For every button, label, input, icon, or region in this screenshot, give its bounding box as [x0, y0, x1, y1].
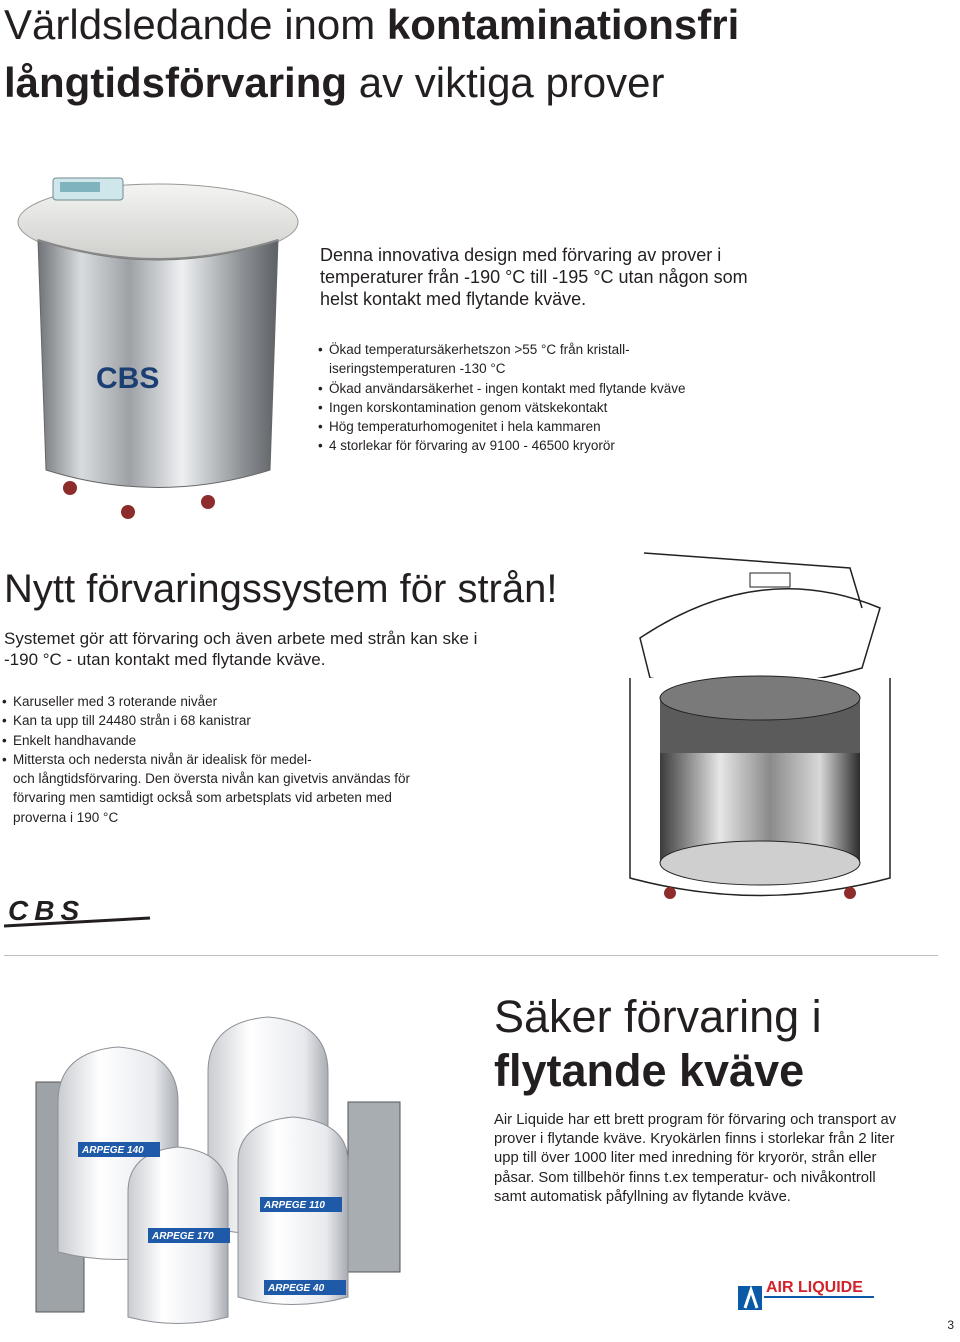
- intro-text: Denna innovativa design med förvaring av prover i temperaturer från -190 °C till -195 °C utan någon som helst kontakt med flytande kväve.: [320, 245, 748, 309]
- logo-text: AIR LIQUIDE: [766, 1279, 863, 1296]
- cbs-logo: [2, 892, 152, 932]
- air-liquide-logo: [736, 1268, 876, 1314]
- cbs-tank-image: [8, 170, 308, 525]
- container-label: ARPEGE 140: [82, 1145, 144, 1156]
- section-title: Nytt förvaringssystem för strån!: [4, 567, 558, 611]
- list-item-continuation: och långtidsförvaring. Den översta nivån kan givetvis användas för förvaring men samtidigt också som arbetsplats vid arbeten med proverna i 190 °C: [13, 771, 410, 825]
- list-item-continuation: iseringstemperaturen -130 °C: [329, 361, 506, 377]
- title-bold: långtidsförvaring: [4, 59, 348, 106]
- section-title: [494, 990, 822, 1098]
- feature-list: [318, 340, 778, 456]
- cbs-logo: CBS: [96, 362, 160, 395]
- list-item: • Enkelt handhavande: [2, 731, 442, 750]
- container-label: ARPEGE 40: [268, 1283, 325, 1294]
- list-item: • Hög temperaturhomogenitet i hela kammaren: [318, 417, 778, 436]
- page-title-line2: [4, 54, 665, 112]
- list-item: • Karuseller med 3 roterande nivåer: [2, 692, 442, 711]
- page-number: 3: [947, 1318, 954, 1332]
- list-item: • Ingen korskontamination genom vätskekontakt: [318, 398, 778, 417]
- container-label: ARPEGE 170: [152, 1231, 214, 1242]
- list-item: • 4 storlekar för förvaring av 9100 - 46500 kryorör: [318, 436, 778, 455]
- list-item: • Ökad temperatursäkerhetszon >55 °C från kristall-: [318, 340, 778, 359]
- feature-list: [2, 692, 442, 827]
- title-light: Världsledande inom: [4, 1, 387, 48]
- section-divider: [4, 955, 938, 956]
- title-bold: kontaminationsfri: [386, 1, 740, 48]
- page-title-line1: [4, 0, 739, 54]
- title-light: Säker förvaring i: [494, 991, 822, 1042]
- title-bold: flytande kväve: [494, 1045, 805, 1096]
- container-label: ARPEGE 110: [264, 1200, 325, 1211]
- body-text: Air Liquide har ett brett program för förvaring och transport av prover i flytande kväve. Kryokärlen finns i storlekar från 2 liter upp till över 1000 liter med inredning för kryorör, strån eller påsar. Som tillbehör finns t.ex temperatur- och nivåkontroll samt automatisk påfyllning av flytande kväve.: [494, 1112, 897, 1205]
- list-item: • Mittersta och nedersta nivån är idealisk för medel-: [2, 750, 442, 769]
- arpege-containers-image: [28, 1012, 408, 1337]
- list-item: • Kan ta upp till 24480 strån i 68 kanistrar: [2, 711, 442, 730]
- cbs-logo-text: CBS: [8, 895, 86, 926]
- list-item: • Ökad användarsäkerhet - ingen kontakt med flytande kväve: [318, 379, 778, 398]
- title-light: av viktiga prover: [347, 59, 665, 106]
- section-subtitle: Systemet gör att förvaring och även arbete med strån kan ske i -190 °C - utan kontakt med flytande kväve.: [4, 629, 478, 669]
- straw-system-image: [600, 548, 920, 913]
